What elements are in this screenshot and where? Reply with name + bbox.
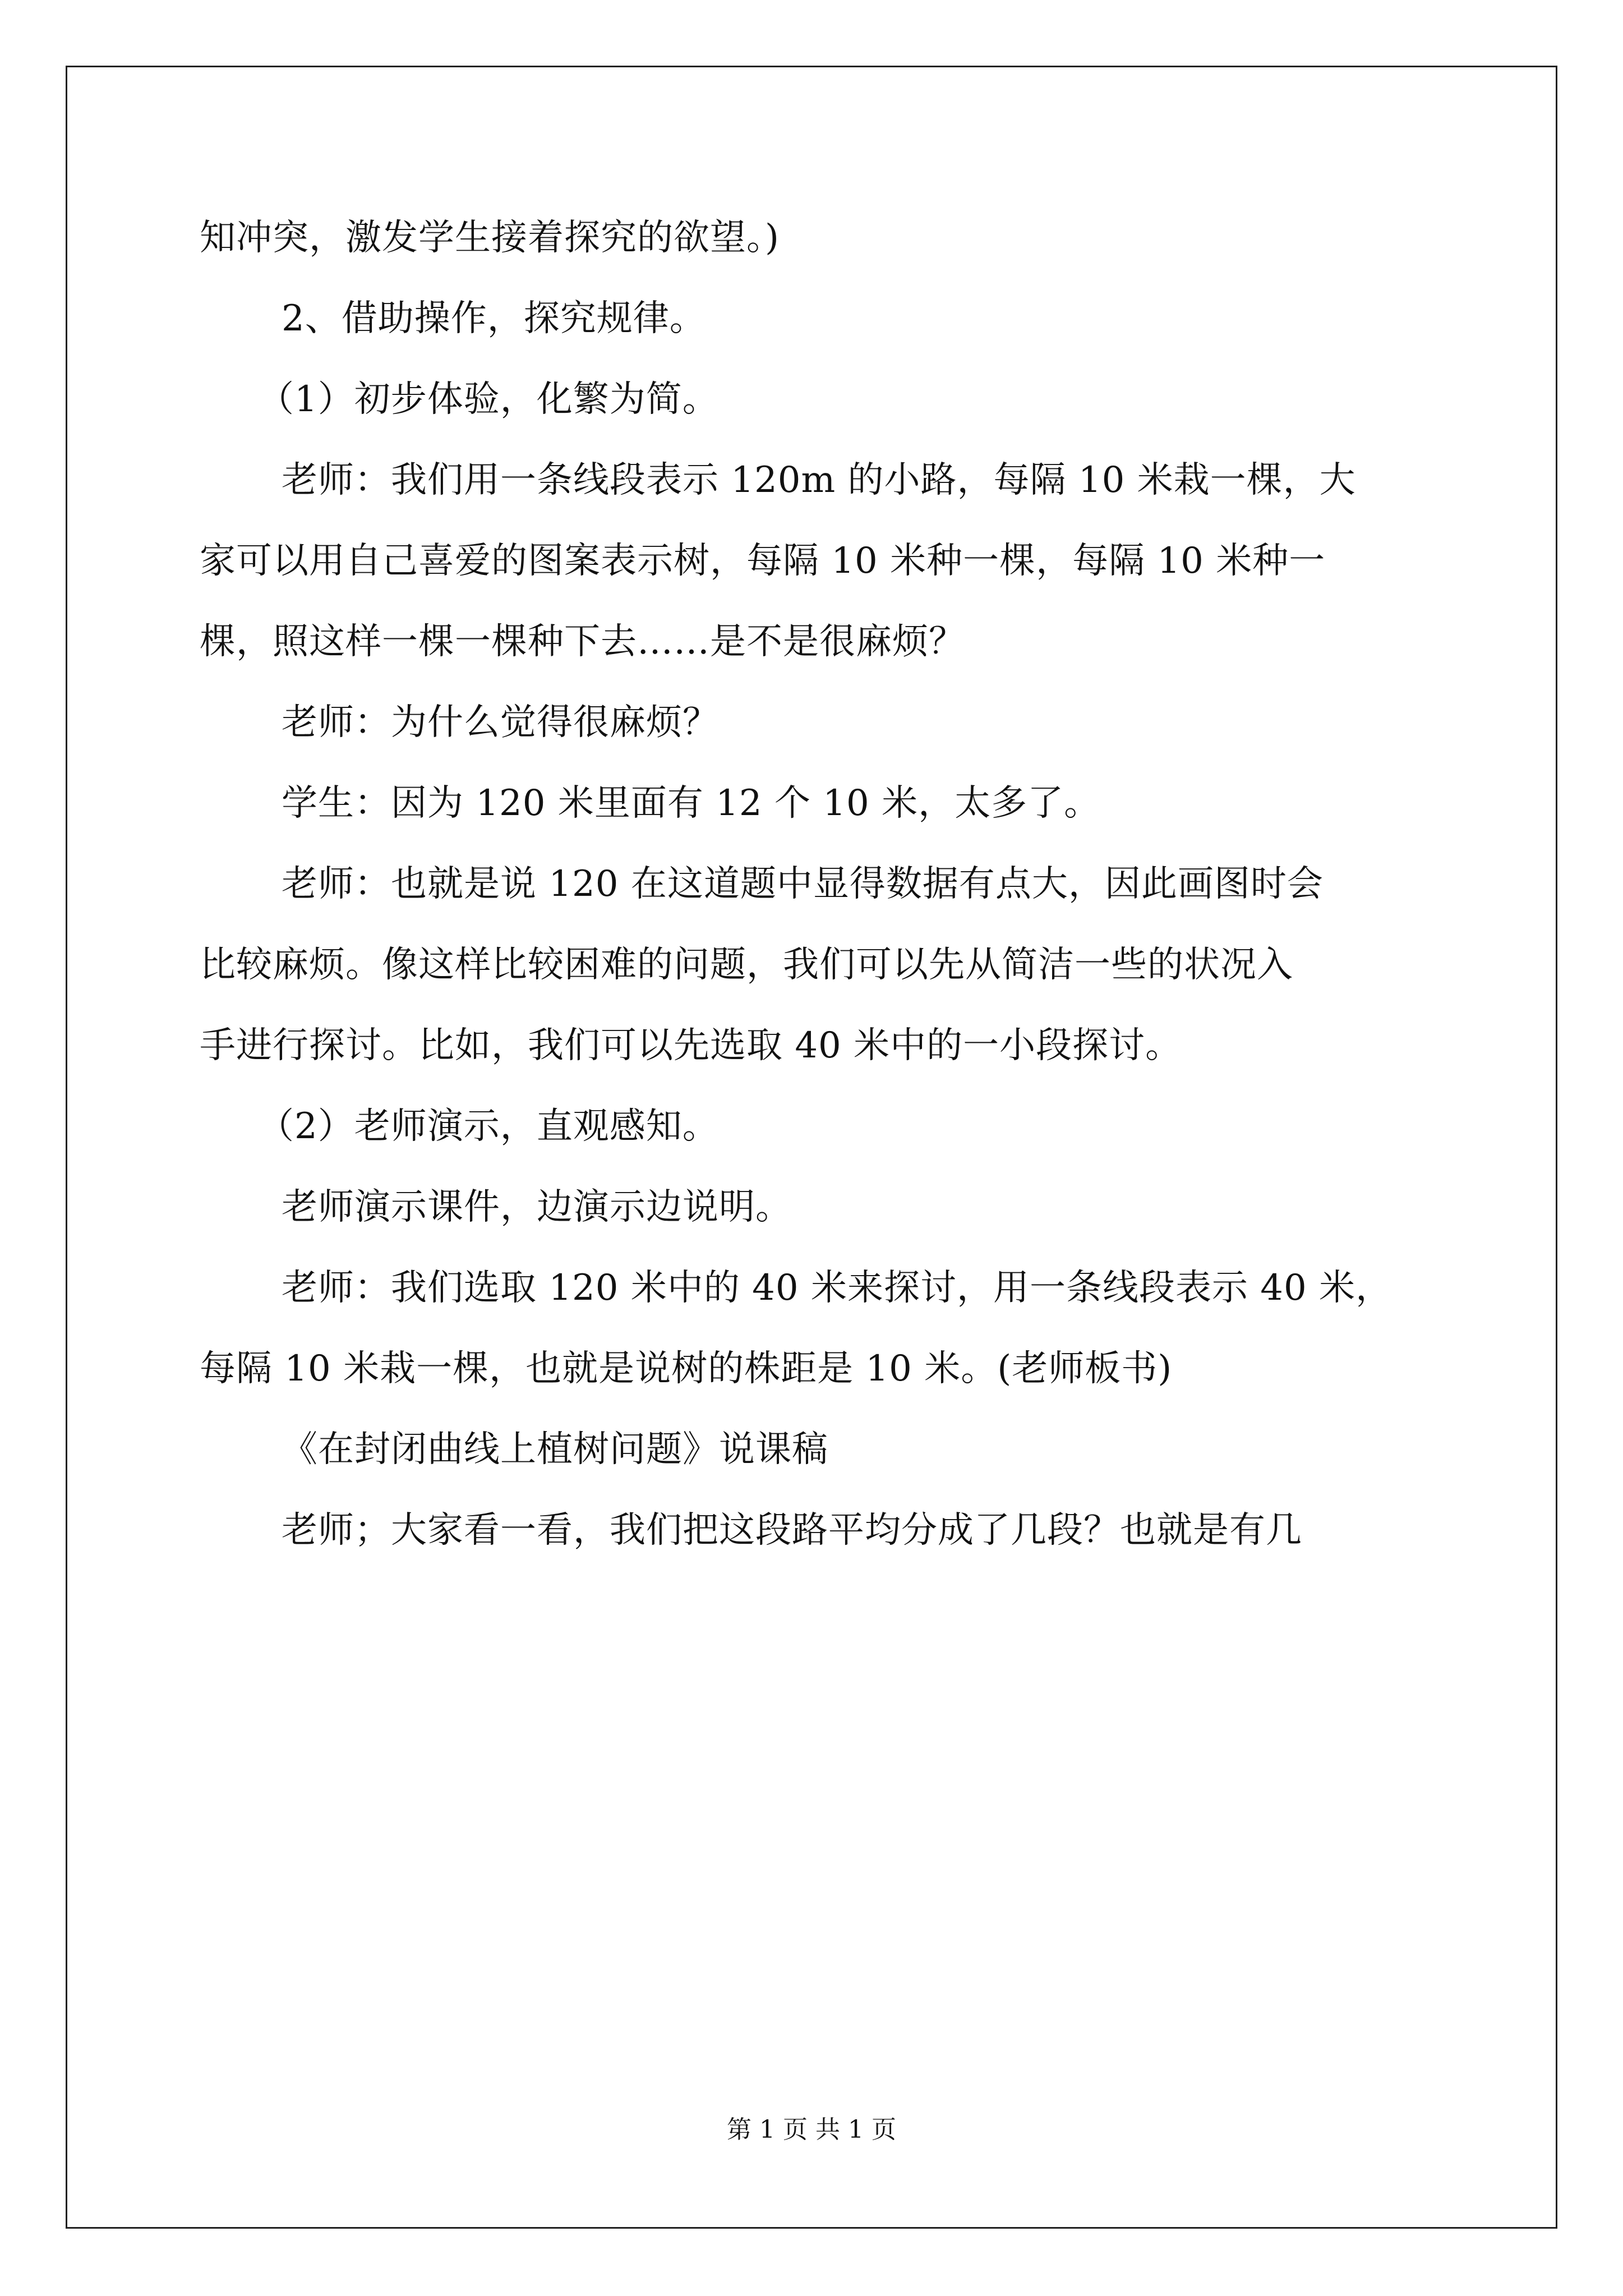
text-line: 手进行探讨。比如，我们可以先选取 40 米中的一小段探讨。 — [200, 1025, 1182, 1066]
text-line: 棵，照这样一棵一棵种下去……是不是很麻烦？ — [200, 621, 965, 662]
text-line: 2、借助操作，探究规律。 — [282, 298, 706, 339]
text-line: 老师；大家看一看，我们把这段路平均分成了几段？也就是有几 — [282, 1510, 1302, 1551]
text-line: 老师演示课件，边演示边说明。 — [282, 1186, 792, 1228]
text-line: 老师：也就是说 120 在这道题中显得数据有点大，因此画图时会 — [282, 863, 1324, 905]
text-line: 老师：为什么觉得很麻烦？ — [282, 702, 719, 743]
text-line: 每隔 10 米栽一棵，也就是说树的株距是 10 米。(老师板书) — [200, 1348, 1173, 1389]
text-line: 老师：我们选取 120 米中的 40 米来探讨，用一条线段表示 40 米， — [282, 1267, 1393, 1309]
page-number: 第 1 页 共 1 页 — [727, 2115, 896, 2144]
text-line: 老师：我们用一条线段表示 120m 的小路，每隔 10 米栽一棵，大 — [282, 459, 1356, 501]
text-line: 《在封闭曲线上植树问题》说课稿 — [282, 1429, 828, 1470]
text-line: 知冲突，激发学生接着探究的欲望。) — [200, 217, 780, 259]
text-line: （2）老师演示，直观感知。 — [258, 1106, 719, 1147]
text-line: 学生：因为 120 米里面有 12 个 10 米，太多了。 — [282, 783, 1101, 824]
text-line: 比较麻烦。像这样比较困难的问题，我们可以先从简洁一些的状况入 — [200, 944, 1293, 986]
text-line: 家可以用自己喜爱的图案表示树，每隔 10 米种一棵，每隔 10 米种一 — [200, 540, 1326, 582]
text-line: （1）初步体验，化繁为简。 — [258, 379, 719, 420]
